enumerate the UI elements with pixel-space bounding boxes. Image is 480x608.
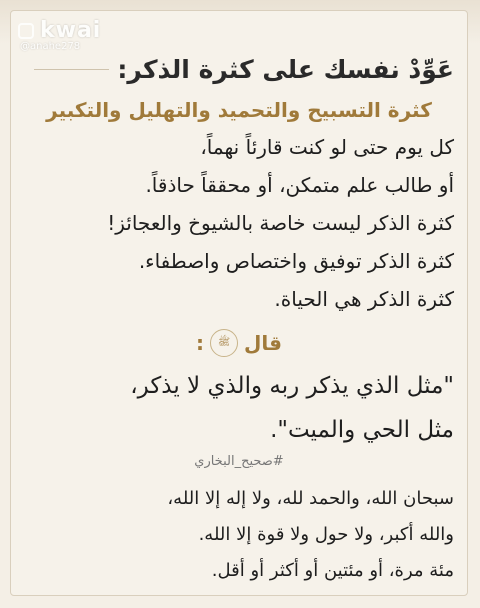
hadith-quote [24, 364, 454, 452]
dhikr-line: سبحان الله، والحمد لله، ولا إله إلا الله، [167, 488, 454, 509]
paragraph [24, 128, 454, 318]
paragraph-line: أو طالب علم متمكن، أو محققاً حاذقاً. [145, 173, 454, 197]
dhikr-line: والله أكبر، ولا حول ولا قوة إلا الله. [198, 524, 454, 545]
colon: : [196, 331, 205, 355]
watermark-username: @anahe278 [20, 41, 81, 52]
paragraph-line: كل يوم حتى لو كنت قارئاً نهماً، [200, 135, 454, 159]
subtitle: كثرة التسبيح والتحميد والتهليل والتكبير [46, 98, 432, 122]
title-row [24, 48, 454, 90]
paragraph-line: كثرة الذكر ليست خاصة بالشيوخ والعجائز! [107, 211, 454, 235]
watermark-brand: kwai [40, 18, 102, 43]
hadith-line: "مثل الذي يذكر ربه والذي لا يذكر، [130, 373, 454, 399]
qal-label: قال [244, 331, 282, 355]
dhikr-text [24, 481, 454, 589]
paragraph-line: كثرة الذكر هي الحياة. [274, 287, 454, 311]
hadith-line: مثل الحي والميت". [270, 417, 454, 443]
title-divider [34, 69, 109, 70]
paragraph-line: كثرة الذكر توفيق واختصاص واصطفاء. [138, 249, 454, 273]
post-content [24, 48, 454, 589]
watermark [18, 18, 101, 52]
pbuh-seal: ﷺ [210, 329, 238, 357]
camera-icon [18, 23, 34, 39]
hashtag: #صحيح_البخاري [194, 454, 284, 469]
qal-row [24, 326, 454, 360]
watermark-logo [18, 18, 101, 43]
page-title: عَوِّدْ نفسك على كثرة الذكر: [117, 54, 454, 84]
dhikr-line: مئة مرة، أو مئتين أو أكثر أو أقل. [211, 560, 454, 581]
